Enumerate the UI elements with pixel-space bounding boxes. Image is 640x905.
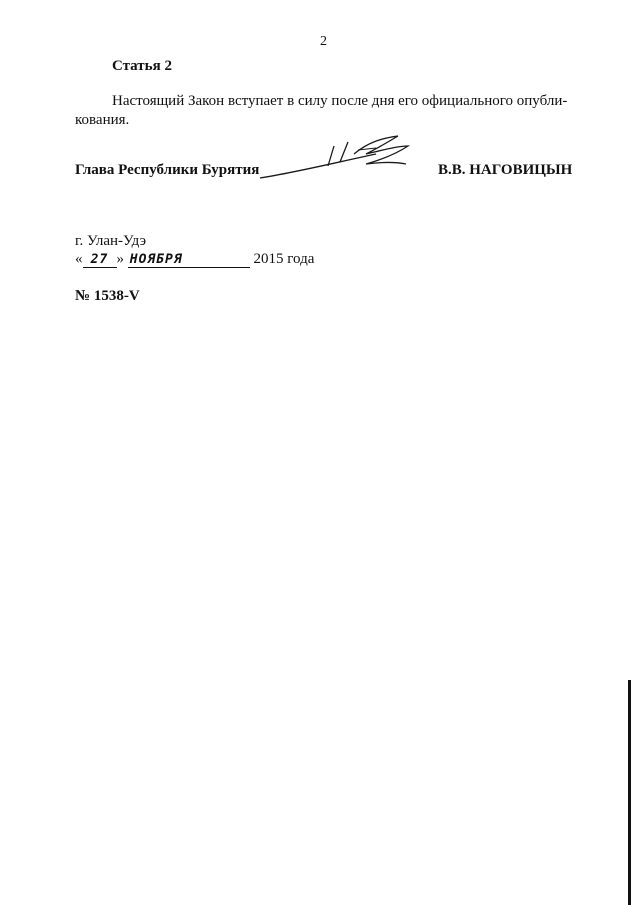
handwritten-signature: [258, 132, 418, 182]
city-line: г. Улан-Удэ: [75, 233, 147, 249]
scan-margin-bar: [628, 680, 631, 905]
law-number: № 1538-V: [75, 288, 140, 304]
body-text-line-1: Настоящий Закон вступает в силу после дня его официального опубли-: [112, 93, 568, 109]
date-close-quote: »: [116, 251, 124, 267]
signatory-title: Глава Республики Бурятия: [75, 162, 260, 178]
date-day-stamp: 27: [83, 252, 117, 268]
date-year: 2015 года: [253, 251, 315, 267]
date-line: [75, 251, 314, 268]
date-month-stamp: НОЯБРЯ: [128, 252, 250, 268]
date-open-quote: «: [75, 251, 83, 267]
body-text-line-2: кования.: [75, 112, 130, 128]
article-heading: Статья 2: [112, 58, 172, 74]
page-number: 2: [320, 34, 327, 49]
signatory-name: В.В. НАГОВИЦЫН: [438, 162, 573, 178]
